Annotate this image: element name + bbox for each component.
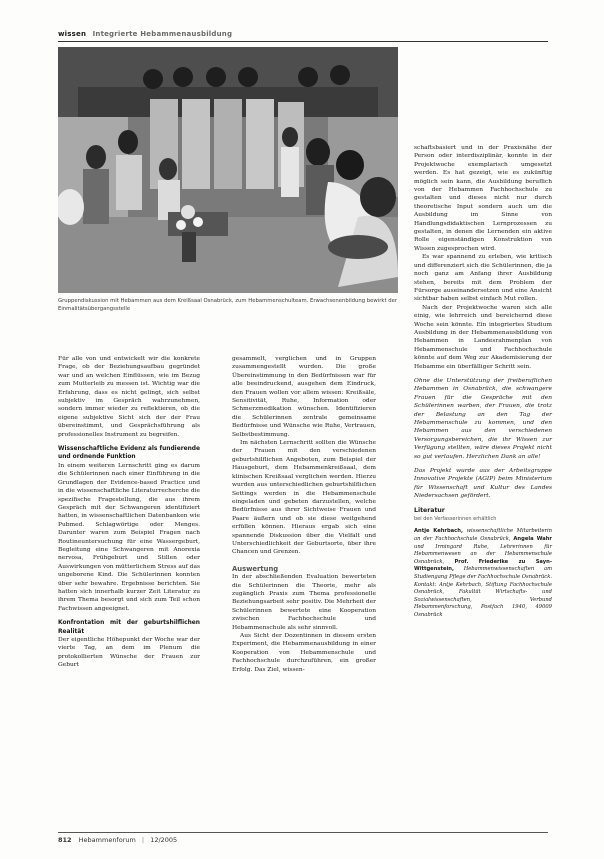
- article-topic: Integrierte Hebammenausbildung: [92, 30, 233, 38]
- paragraph: Es war spannend zu erleben, wie kritisch und differenziert sich die Schülerinnen, die ja noch ganz am Anfang ihrer Ausbildung stehen, bereits mit dem Problem der Fürsorge auseinandersetzen und eine Ansicht sichtbar haben selbst einfach Mut rollen.: [414, 254, 552, 303]
- photo-caption: Gruppendiskussion mit Hebammen aus dem Kreißsaal Osnabrück, zum Hebammenschulteam. Erwachsenenbildung bewirkt der Einmalitätsübergangsstelle: [58, 298, 398, 312]
- journal-name: Hebammenforum: [78, 836, 136, 844]
- column-left: [58, 355, 200, 670]
- issue-label: 12/2005: [150, 836, 178, 844]
- author-name: Angela Wahr: [513, 536, 552, 543]
- header-rule: [58, 41, 548, 42]
- page-number: 812: [58, 836, 72, 844]
- column-right: [414, 144, 552, 620]
- page-footer: [58, 836, 177, 844]
- subheading-evaluation: Auswertung: [232, 564, 279, 573]
- subheading: Wissenschaftliche Evidenz als fundierende und ordnende Funktion: [58, 446, 200, 461]
- paragraph: Im nächsten Lernschritt sollten die Wünsche der Frauen mit den verschiedenen geburtshilflichen Angeboten, zum Beispiel der Hausgeburt, dem Hebammenkreißsaal, dem klinischen Kreißsaal verglichen werden. Hierzu wurden aus unterschiedlichen geburtshilflichen Settings werden in die Hebammenschule eingeladen und gebeten darzustellen, welche Bedürfnisse aus ihrer Sichtweise Frauen und Paare äußern und ob sie diese weitgehend erfüllen können. Hieraus ergab sich eine spannende Diskussion über die Vielfalt und Unterschiedlichkeit der Geburtsorte, über ihre Chancen und Grenzen.: [232, 440, 376, 556]
- paragraph: Nach der Projektwoche waren sich alle einig, wie lehrreich und bereichernd diese Woche sein könnte. Ein integriertes Studium Ausbildung in der Hebammenausbildung von Hebammen in Landesrahmenplan von Hebammenschule und Fachhochschule könnte auf dem Weg zur Akademisierung der Hebamme ein überfälliger Schritt sein.: [414, 304, 552, 370]
- paragraph: schaftsbasiert und in der Praxisnähe der Person oder interdisziplinär, konnte in der Projektwoche exemplarisch umgesetzt werden. Es hat gezeigt, wie es zukünftig möglich sein kann, die Ausbildung beruflich von der Hebammen Fachhochschule zu gestalten und dieses nicht nur durch theoretische Input sondern auch um die Ausbildung im Sinne von Handlungsdidaktischen Lernprozessen zu gestalten, in denen die Lernenden ein aktive Rolle eigenständigen Konstruktion von Wissen zugesprochen wird.: [414, 145, 552, 252]
- paragraph: In der abschließenden Evaluation bewerteten die Schülerinnen die Theorie, mehr als zugänglich Praxis zum Thema professionelle Beziehungsarbeit sehr positiv. Die Mehrheit der Schülerinnen bewertete eine Kooperation zwischen Fachhochschule und Hebammenschule als sehr sinnvoll.: [232, 574, 376, 631]
- separator: |: [141, 836, 145, 844]
- literature-heading: Literatur: [414, 506, 445, 514]
- paragraph: Der eigentliche Höhepunkt der Woche war der vierte Tag, an dem im Plenum die protokollierten Wünsche der Frauen zur Geburt: [58, 637, 200, 669]
- author-role: und Irmingard Ruhe, Lehrerinnen für Hebammenwesen an der Hebammenschule Osnabrück,: [414, 543, 552, 565]
- literature-note: bei den Verfasserinnen erhältlich: [414, 516, 497, 523]
- classroom-photo: [58, 47, 398, 293]
- author-info: [414, 528, 552, 619]
- author-role: wissenschaftliche Mitarbeiterin an der Fachhochschule Osnabrück,: [414, 528, 552, 543]
- subheading: Konfrontation mit der geburtshilflichen Realität: [58, 620, 200, 635]
- paragraph: Aus Sicht der Dozentinnen in diesem ersten Experiment, die Hebammenausbildung in einer Kooperation von Hebammenschule und Fachhochschule durchzuführen, ein großer Erfolg. Das Ziel, wissen-: [232, 633, 376, 673]
- author-name: Prof. Friederike zu Sayn-Wittgenstein,: [414, 558, 552, 573]
- author-name: Antje Kehrbach,: [414, 528, 463, 535]
- author-role: Hebammenwissenschaften am Studiengang Pflege der Fachhochschule Osnabrück. Kontakt: Antje Kehrbach, Stiftung Fachhochschule Osnabrück, Fakultät Wirtschafts- und Sozialwissenschaften, Verbund Hebammenforschung, Postfach 1940, 49009 Osnabrück: [414, 566, 552, 618]
- acknowledgement: Ohne die Unterstützung der freiberuflichen Hebammen in Osnabrück, die schwangere Frauen für die Gespräche mit den Schülerinnen warben, der Frauen, die trotz der Belastung an den Tag der Hebammenschule zu kommen, und den Hebammen aus den verschiedenen Versorgungsbereichen, die ihr Wissen zur Verfügung stellten, wäre dieses Projekt nicht so gut verlaufen. Herzlichen Dank an alle!: [414, 377, 552, 460]
- paragraph: gesammelt, verglichen und in Gruppen zusammengestellt wurden. Die große Übereinstimmung in den Bedürfnissen war für alle beeindruckend, ausgehen dem Eindruck, den Frauen wollen vor allem wissen: Kreißsäle, Sensitivität, Ruhe, Information oder Schmerzmedikation wünschen. Identifizieren die Schülerinnen zentrale gemeinsame Bedürfnisse und Wünsche wie Ruhe, Vertrauen, Selbstbestimmung.: [232, 356, 376, 438]
- column-middle: [232, 355, 376, 674]
- section-label: wissen: [58, 30, 87, 38]
- paragraph: In einem weiteren Lernschritt ging es darum die Schülerinnen nach einer Einführung in die Grundlagen der Evidence-based Practice und in die wissenschaftliche Literaturrecherche die spezifische Fragestellung, die aus ihrem Gespräch mit der Schwangeren identifiziert hatten, in wissenschaftlichen Datenbanken wie Pubmed. Schlagwörtige oder Menges. Darunter waren zum Beispiel Fragen nach Routineuntersuchung für eine Wassergeburt, Begleitung eine Schwangeren mit Anorexia nervosa, Frühgeburt und Stillen oder Auswirkungen von mütterlichem Stress auf das ungeborene Kind. Die Schülerinnen konnten über sehr bewahre. Ergebnisse berichten. Sie hatten sich innerhalb kurzer Zeit Literatur zu ihrem Thema besorgt und sich zum Teil schon Fachwissen angeeignet.: [58, 462, 200, 612]
- footer-rule: [58, 832, 548, 833]
- funding-note: Das Projekt wurde aus der Arbeitsgruppe Innovative Projekte (AGIP) beim Ministerium für Wissenschaft und Kultur des Landes Niedersachsen gefördert.: [414, 468, 552, 500]
- paragraph: Für alle von und entwickelt wir die konkrete Frage, ob der Beziehungsaufbau gegründet war und an welchen Einflüssen, wie im Bezug zum Mutterleib zu messen ist. Wichtig war die Erfahrung, dass es nicht gelingt, sich selbst subjektiv im Gespräch wahrzunehmen, sondern immer wieder zu reflektieren, ob die eigene subjektive Sicht sich der der Frau übereinstimmt, und Gesprächsführung als professionelles Instrument zu begreifen.: [58, 356, 200, 438]
- page-header: [58, 30, 232, 38]
